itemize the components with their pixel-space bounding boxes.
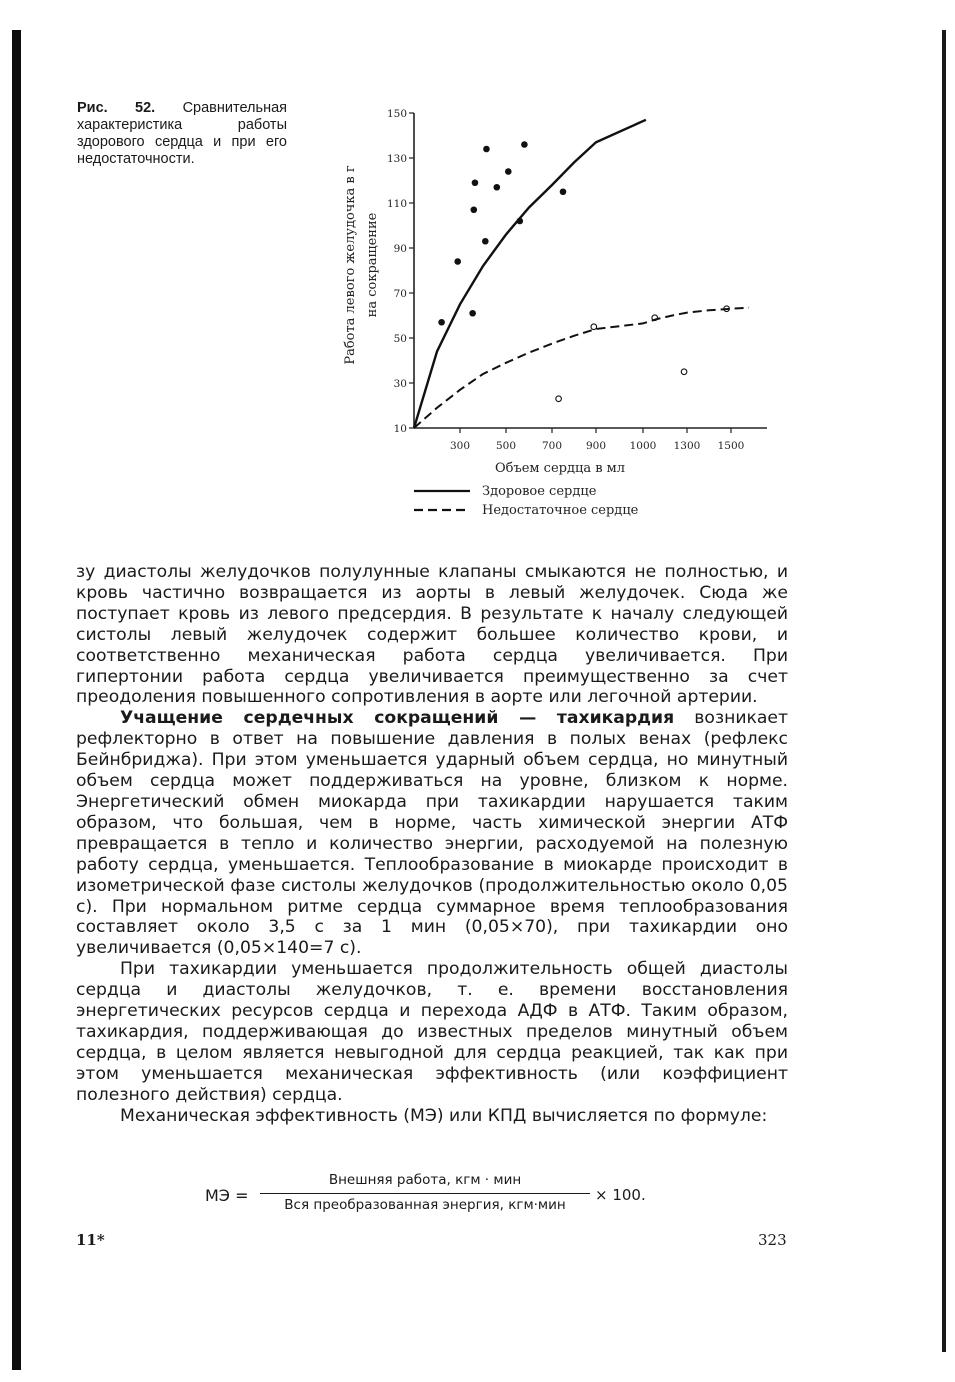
body-text xyxy=(76,562,788,1126)
formula-rhs: × 100. xyxy=(595,1186,646,1204)
scan-edge-right xyxy=(942,30,946,1352)
legend-label: Недостаточное сердце xyxy=(482,503,639,518)
healthy-heart-point xyxy=(560,188,567,195)
formula-denominator: Вся преобразованная энергия, кгм·мин xyxy=(284,1197,566,1213)
healthy-heart-point xyxy=(505,168,512,175)
page-number: 323 xyxy=(758,1231,787,1249)
x-tick-label: 300 xyxy=(449,440,471,452)
paragraph-text: возникает рефлекторно в ответ на повышение давления в полых венах (рефлекс Бейнбриджа). При этом уменьшается ударный объем сердца, но минутный объем сердца может поддерживаться на уровне, близком к норме. Энергетический обмен миокарда при тахикардии нарушается таким образом, что большая, чем в норме, часть химической энергии АТФ превращается в тепло и количество энергии, расходуемой на полезную работу сердца, уменьшается. Теплообразование в миокарде происходит в изометрической фазе систолы желудочков (продолжительностью около 0,05 с). При нормальном ритме сердца суммарное время теплообразования составляет около 3,5 с за 1 мин (0,05×70), при тахикардии оно увеличивается (0,05×140=7 с). xyxy=(76,708,788,959)
efficiency-formula xyxy=(205,1170,665,1220)
x-tick-label: 700 xyxy=(541,440,563,452)
figure-caption xyxy=(77,100,287,168)
paragraph: Механическая эффективность (МЭ) или КПД вычисляется по формуле: xyxy=(120,1105,768,1126)
paragraph-heading: Учащение сердечных сокращений — тахикардия xyxy=(120,708,675,729)
failing-heart-point xyxy=(591,324,597,330)
figure-caption-text: Сравнительная характеристика работы здорового сердца и при его недостаточности. xyxy=(77,100,287,167)
failing-heart-point xyxy=(556,396,562,402)
y-tick-label: 90 xyxy=(393,243,407,255)
x-tick-label: 1300 xyxy=(673,440,701,452)
x-tick-label: 500 xyxy=(495,440,517,452)
paragraph: При тахикардии уменьшается продолжительность общей диастолы сердца и диастолы желудочков, т. е. времени восстановления энергетических ресурсов сердца и перехода АДФ в АТФ. Таким образом, тахикардия, поддерживающая до известных пределов минутный объем сердца, в целом является невыгодной для сердца реакцией, так как при этом уменьшается механическая эффективность (или коэффициент полезного действия) сердца. xyxy=(76,959,788,1105)
y-axis-label: Работа левого желудочка в г на сокращение xyxy=(343,165,380,365)
signature-mark: 11* xyxy=(76,1231,105,1249)
heart-work-chart xyxy=(330,95,790,535)
healthy-heart-point xyxy=(472,179,479,186)
failing-heart-point xyxy=(681,369,687,375)
healthy-heart-point xyxy=(494,184,501,191)
y-tick-label: 30 xyxy=(393,378,407,390)
legend-label: Здоровое сердце xyxy=(482,484,597,499)
x-tick-label: 1000 xyxy=(629,440,657,452)
paragraph xyxy=(76,708,788,959)
healthy-heart-point xyxy=(482,238,489,245)
healthy-heart-point xyxy=(471,206,478,213)
y-tick-label: 150 xyxy=(386,108,407,120)
paragraph: зу диастолы желудочков полулунные клапаны смыкаются не полностью, и кровь частично возвращается из аорты в левый желудочек. Сюда же поступает кровь из левого предсердия. В результате к началу следующей систолы левый желудочек содержит большее количество крови, и соответственно механическая работа сердца увеличивается. При гипертонии работа сердца увеличивается преимущественно за счет преодоления повышенного сопротивления в аорте или легочной артерии. xyxy=(76,562,788,708)
x-axis-label: Объем сердца в мл xyxy=(494,461,626,476)
healthy-heart-point xyxy=(469,310,476,317)
x-tick-label: 1500 xyxy=(717,440,745,452)
healthy-heart-curve xyxy=(414,120,646,428)
healthy-heart-point xyxy=(454,258,461,265)
y-tick-label: 50 xyxy=(393,333,407,345)
scan-edge-left xyxy=(12,30,21,1370)
formula-numerator: Внешняя работа, кгм · мин xyxy=(328,1172,522,1188)
failing-heart-curve xyxy=(414,308,749,428)
healthy-heart-point xyxy=(438,319,445,326)
x-tick-label: 900 xyxy=(585,440,607,452)
formula-lhs: МЭ = xyxy=(205,1186,249,1205)
figure-label: Рис. 52. xyxy=(77,100,156,116)
healthy-heart-point xyxy=(521,141,528,148)
y-tick-label: 130 xyxy=(386,153,407,165)
healthy-heart-point xyxy=(483,146,490,153)
y-tick-label: 110 xyxy=(386,198,407,210)
y-tick-label: 70 xyxy=(393,288,407,300)
fraction-bar xyxy=(260,1193,590,1194)
y-tick-label: 10 xyxy=(393,423,407,435)
